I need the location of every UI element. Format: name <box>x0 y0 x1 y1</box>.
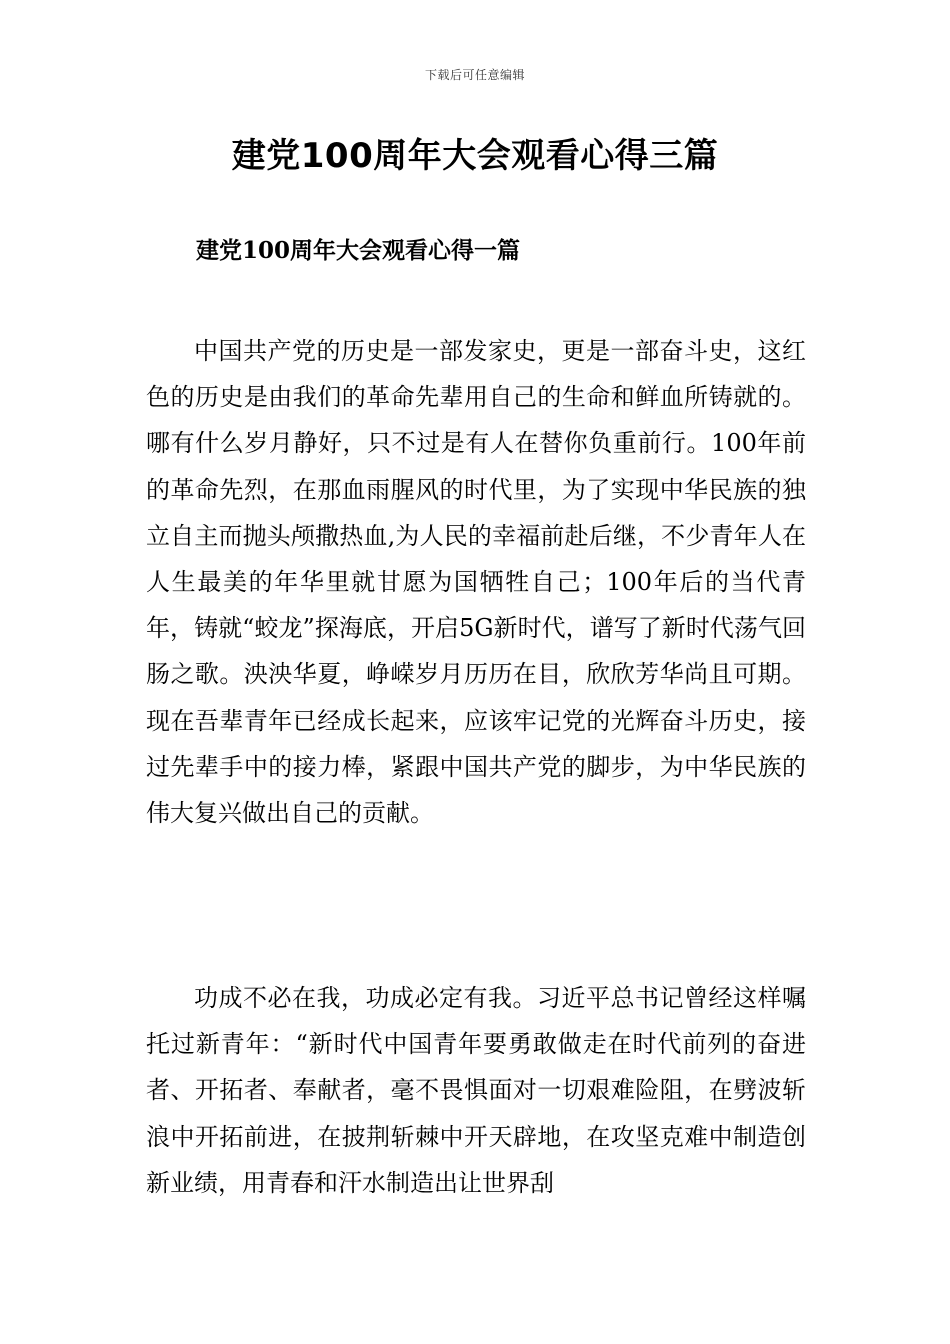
body-paragraph-1: 中国共产党的历史是一部发家史，更是一部奋斗史，这红色的历史是由我们的革命先辈用自己的生命和鲜血所铸就的。哪有什么岁月静好，只不过是有人在替你负重前行。100年前的革命先烈，在那血雨腥风的时代里，为了实现中华民族的独立自主而抛头颅撒热血,为人民的幸福前赴后继，不少青年人在人生最美的年华里就甘愿为国牺牲自己；100年后的当代青年，铸就“蛟龙”探海底，开启5G新时代，谱写了新时代荡气回肠之歌。泱泱华夏，峥嵘岁月历历在目，欣欣芳华尚且可期。现在吾辈青年已经成长起来，应该牢记党的光辉奋斗历史，接过先辈手中的接力棒，紧跟中国共产党的脚步，为中华民族的伟大复兴做出自己的贡献。 <box>146 337 806 828</box>
document-title: 建党100周年大会观看心得三篇 <box>231 136 719 176</box>
section-heading: 建党100周年大会观看心得一篇 <box>196 237 521 264</box>
header-note: 下载后可任意编辑 <box>424 68 525 82</box>
body-paragraph-2: 功成不必在我，功成必定有我。习近平总书记曾经这样嘱托过新青年：“新时代中国青年要勇敢做走在时代前列的奋进者、开拓者、奉献者，毫不畏惧面对一切艰难险阻，在劈波斩浪中开拓前进，在披荆斩棘中开天辟地，在攻坚克难中制造创新业绩，用青春和汗水制造出让世界刮 <box>146 984 806 1197</box>
